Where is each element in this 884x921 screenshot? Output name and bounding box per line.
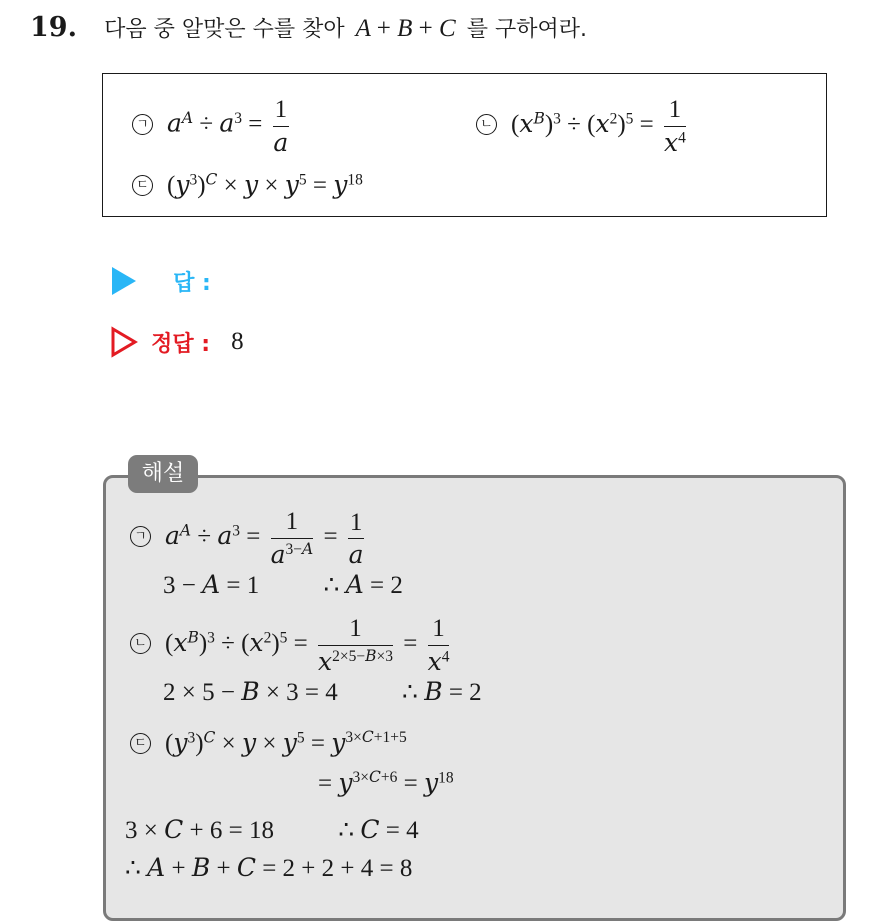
fraction: $\frac{1}{x^4}$ (664, 96, 686, 157)
answer-row (110, 265, 211, 297)
fraction: $\frac{1}{a^{3-A}}$ (270, 508, 314, 569)
fraction: $\frac{1}{x^{2\times 5-B\times 3}}$ (318, 615, 393, 676)
solution-c-line1: ㄷ $(y^3)^C \times y \times y^5 = y^{3\times C+1+5}$ (130, 728, 407, 758)
problem-item-c: ㄷ $(y^3)^C \times y \times y^5 = y^{18}$ (132, 170, 363, 200)
solution-c-line2: = $y^{3\times C+6} = y^{18}$ (318, 768, 454, 797)
circled-digeut-icon: ㄷ (130, 733, 151, 754)
filled-right-triangle-icon (110, 265, 138, 297)
solution-b-line2: 2 × 5 − B × 3 = 4 ∴ B = 2 (163, 677, 482, 706)
circled-nieun-icon: ㄴ (130, 633, 151, 654)
problem-item-b: ㄴ $(x^B)^3 \div (x^2)^5$ = $\frac{1}{x^4}$ (476, 96, 690, 157)
circled-nieun-icon: ㄴ (476, 114, 497, 135)
answer-label: 답 : (173, 270, 211, 296)
solution-a-line2: 3 − A = 1 ∴ A = 2 (163, 570, 403, 599)
question-number: 19. (30, 12, 77, 43)
circled-digeut-icon: ㄷ (132, 175, 153, 196)
question-expression: A + B + C (355, 15, 456, 42)
fraction: $\frac{1}{x^4}$ (427, 615, 450, 676)
solution-final: ∴ A + B + C = 2 + 2 + 4 = 8 (125, 853, 413, 882)
solution-a-line1: ㄱ $a^A \div a^3$ = $\frac{1}{a^{3-A}}$ = $\frac{1}{a}$ (130, 508, 368, 569)
problem-item-a: ㄱ $a^A \div a^3$ = $\frac{1}{a}$ (132, 96, 293, 156)
solution-c-line3: 3 × C + 6 = 18 ∴ C = 4 (125, 815, 419, 844)
fraction: $\frac{1}{a}$ (273, 96, 289, 157)
outlined-right-triangle-icon (110, 326, 138, 358)
correct-answer-value: 8 (231, 328, 244, 355)
question-text-after: 를 구하여라. (466, 17, 588, 42)
correct-answer-label: 정답 : (151, 331, 211, 357)
question-text-before: 다음 중 알맞은 수를 찾아 (104, 17, 345, 42)
circled-giyeok-icon: ㄱ (132, 114, 153, 135)
fraction: $\frac{1}{a}$ (348, 508, 364, 569)
question-header (30, 12, 587, 43)
correct-answer-row (110, 326, 244, 358)
solution-tab: 해설 (128, 455, 198, 493)
circled-giyeok-icon: ㄱ (130, 526, 151, 547)
solution-b-line1: ㄴ $(x^B)^3 \div (x^2)^5$ = $\frac{1}{x^{2\times 5-B\times 3}}$ = $\frac{1}{x^4}$ (130, 615, 453, 676)
